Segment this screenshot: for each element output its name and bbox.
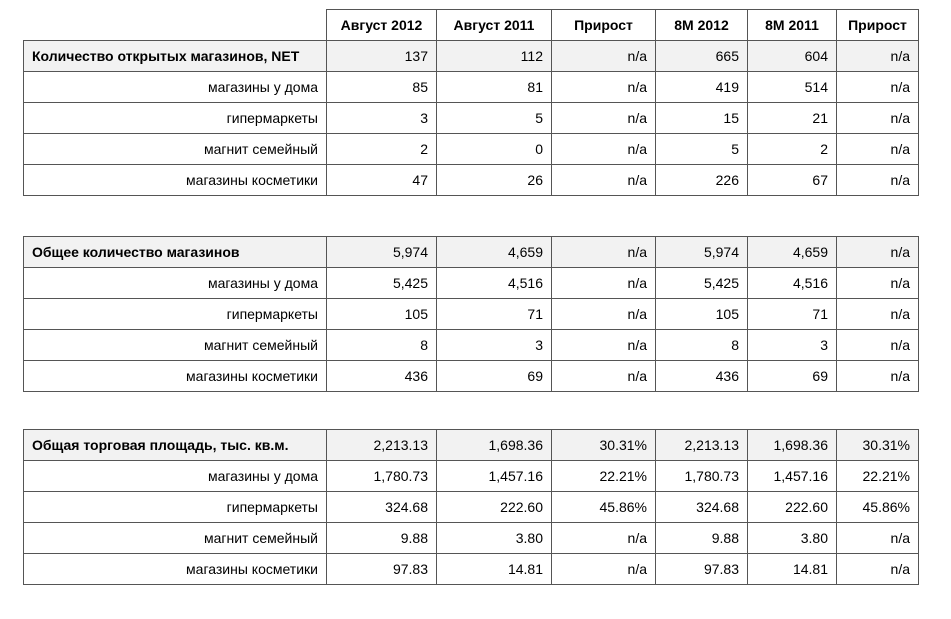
value-cell: 97.83 <box>327 554 437 585</box>
value-cell: 4,516 <box>748 268 837 299</box>
total-cell: 137 <box>327 41 437 72</box>
value-cell: 5 <box>656 134 748 165</box>
value-cell: 45.86% <box>552 492 656 523</box>
total-cell: 30.31% <box>552 430 656 461</box>
value-cell: n/a <box>552 165 656 196</box>
table-row <box>24 268 919 299</box>
value-cell: 69 <box>437 361 552 392</box>
total-cell: 2,213.13 <box>327 430 437 461</box>
row-label: магнит семейный <box>24 330 327 361</box>
value-cell: n/a <box>837 554 919 585</box>
row-label: магазины косметики <box>24 165 327 196</box>
section-title: Общая торговая площадь, тыс. кв.м. <box>24 430 327 461</box>
value-cell: n/a <box>552 134 656 165</box>
value-cell: 85 <box>327 72 437 103</box>
value-cell: n/a <box>837 165 919 196</box>
value-cell: 14.81 <box>748 554 837 585</box>
value-cell: n/a <box>552 361 656 392</box>
value-cell: n/a <box>552 330 656 361</box>
table-row <box>24 361 919 392</box>
column-header: 8M 2011 <box>748 10 837 41</box>
value-cell: 1,457.16 <box>748 461 837 492</box>
column-header: Август 2011 <box>437 10 552 41</box>
table-row <box>24 554 919 585</box>
value-cell: 67 <box>748 165 837 196</box>
table-row <box>24 330 919 361</box>
column-header: 8M 2012 <box>656 10 748 41</box>
total-cell: n/a <box>837 41 919 72</box>
value-cell: n/a <box>552 523 656 554</box>
table-row <box>24 492 919 523</box>
value-cell: 8 <box>327 330 437 361</box>
value-cell: 9.88 <box>656 523 748 554</box>
value-cell: 222.60 <box>748 492 837 523</box>
section-total-row <box>24 237 919 268</box>
total-stores-table <box>23 236 919 392</box>
total-cell: 112 <box>437 41 552 72</box>
value-cell: 3.80 <box>437 523 552 554</box>
value-cell: 71 <box>437 299 552 330</box>
value-cell: 26 <box>437 165 552 196</box>
value-cell: 21 <box>748 103 837 134</box>
section-total-row <box>24 41 919 72</box>
total-cell: n/a <box>552 41 656 72</box>
table-row <box>24 103 919 134</box>
opened-stores-table <box>23 9 919 196</box>
value-cell: n/a <box>837 134 919 165</box>
value-cell: n/a <box>837 103 919 134</box>
value-cell: 324.68 <box>327 492 437 523</box>
total-cell: n/a <box>552 237 656 268</box>
value-cell: 45.86% <box>837 492 919 523</box>
value-cell: 1,780.73 <box>656 461 748 492</box>
total-cell: 665 <box>656 41 748 72</box>
value-cell: n/a <box>837 523 919 554</box>
total-cell: n/a <box>837 237 919 268</box>
value-cell: 2 <box>327 134 437 165</box>
total-cell: 30.31% <box>837 430 919 461</box>
value-cell: 226 <box>656 165 748 196</box>
total-cell: 5,974 <box>656 237 748 268</box>
table-row <box>24 299 919 330</box>
value-cell: 97.83 <box>656 554 748 585</box>
value-cell: 15 <box>656 103 748 134</box>
value-cell: 5 <box>437 103 552 134</box>
section-total-row <box>24 430 919 461</box>
value-cell: 1,780.73 <box>327 461 437 492</box>
value-cell: 3 <box>748 330 837 361</box>
column-header: Прирост <box>837 10 919 41</box>
value-cell: 3 <box>437 330 552 361</box>
total-cell: 2,213.13 <box>656 430 748 461</box>
value-cell: 105 <box>656 299 748 330</box>
value-cell: 222.60 <box>437 492 552 523</box>
value-cell: 3.80 <box>748 523 837 554</box>
row-label: гипермаркеты <box>24 299 327 330</box>
value-cell: 22.21% <box>552 461 656 492</box>
value-cell: 324.68 <box>656 492 748 523</box>
total-cell: 4,659 <box>437 237 552 268</box>
total-cell: 1,698.36 <box>748 430 837 461</box>
value-cell: 9.88 <box>327 523 437 554</box>
value-cell: 1,457.16 <box>437 461 552 492</box>
table-row <box>24 134 919 165</box>
row-label: магазины у дома <box>24 268 327 299</box>
value-cell: 8 <box>656 330 748 361</box>
value-cell: n/a <box>837 361 919 392</box>
value-cell: 71 <box>748 299 837 330</box>
value-cell: n/a <box>552 72 656 103</box>
row-label: магнит семейный <box>24 134 327 165</box>
value-cell: n/a <box>552 299 656 330</box>
table-row <box>24 523 919 554</box>
value-cell: 4,516 <box>437 268 552 299</box>
row-label: магазины у дома <box>24 72 327 103</box>
row-label: магазины косметики <box>24 554 327 585</box>
value-cell: 2 <box>748 134 837 165</box>
total-cell: 5,974 <box>327 237 437 268</box>
section-title: Количество открытых магазинов, NET <box>24 41 327 72</box>
row-label: гипермаркеты <box>24 492 327 523</box>
value-cell: 514 <box>748 72 837 103</box>
table-row <box>24 165 919 196</box>
value-cell: 81 <box>437 72 552 103</box>
row-label: магнит семейный <box>24 523 327 554</box>
value-cell: n/a <box>552 554 656 585</box>
value-cell: 47 <box>327 165 437 196</box>
header-row <box>24 10 919 41</box>
value-cell: n/a <box>837 330 919 361</box>
value-cell: 436 <box>327 361 437 392</box>
value-cell: 436 <box>656 361 748 392</box>
value-cell: 22.21% <box>837 461 919 492</box>
value-cell: n/a <box>837 72 919 103</box>
value-cell: 5,425 <box>656 268 748 299</box>
column-header: Август 2012 <box>327 10 437 41</box>
value-cell: 14.81 <box>437 554 552 585</box>
value-cell: n/a <box>837 268 919 299</box>
table-row <box>24 461 919 492</box>
section-title: Общее количество магазинов <box>24 237 327 268</box>
value-cell: n/a <box>837 299 919 330</box>
total-cell: 4,659 <box>748 237 837 268</box>
value-cell: 69 <box>748 361 837 392</box>
column-header: Прирост <box>552 10 656 41</box>
value-cell: n/a <box>552 103 656 134</box>
total-cell: 604 <box>748 41 837 72</box>
total-cell: 1,698.36 <box>437 430 552 461</box>
header-corner <box>24 10 327 41</box>
value-cell: 0 <box>437 134 552 165</box>
value-cell: 3 <box>327 103 437 134</box>
value-cell: 105 <box>327 299 437 330</box>
value-cell: n/a <box>552 268 656 299</box>
row-label: магазины у дома <box>24 461 327 492</box>
value-cell: 419 <box>656 72 748 103</box>
row-label: гипермаркеты <box>24 103 327 134</box>
table-row <box>24 72 919 103</box>
row-label: магазины косметики <box>24 361 327 392</box>
retail-area-table <box>23 429 919 585</box>
value-cell: 5,425 <box>327 268 437 299</box>
